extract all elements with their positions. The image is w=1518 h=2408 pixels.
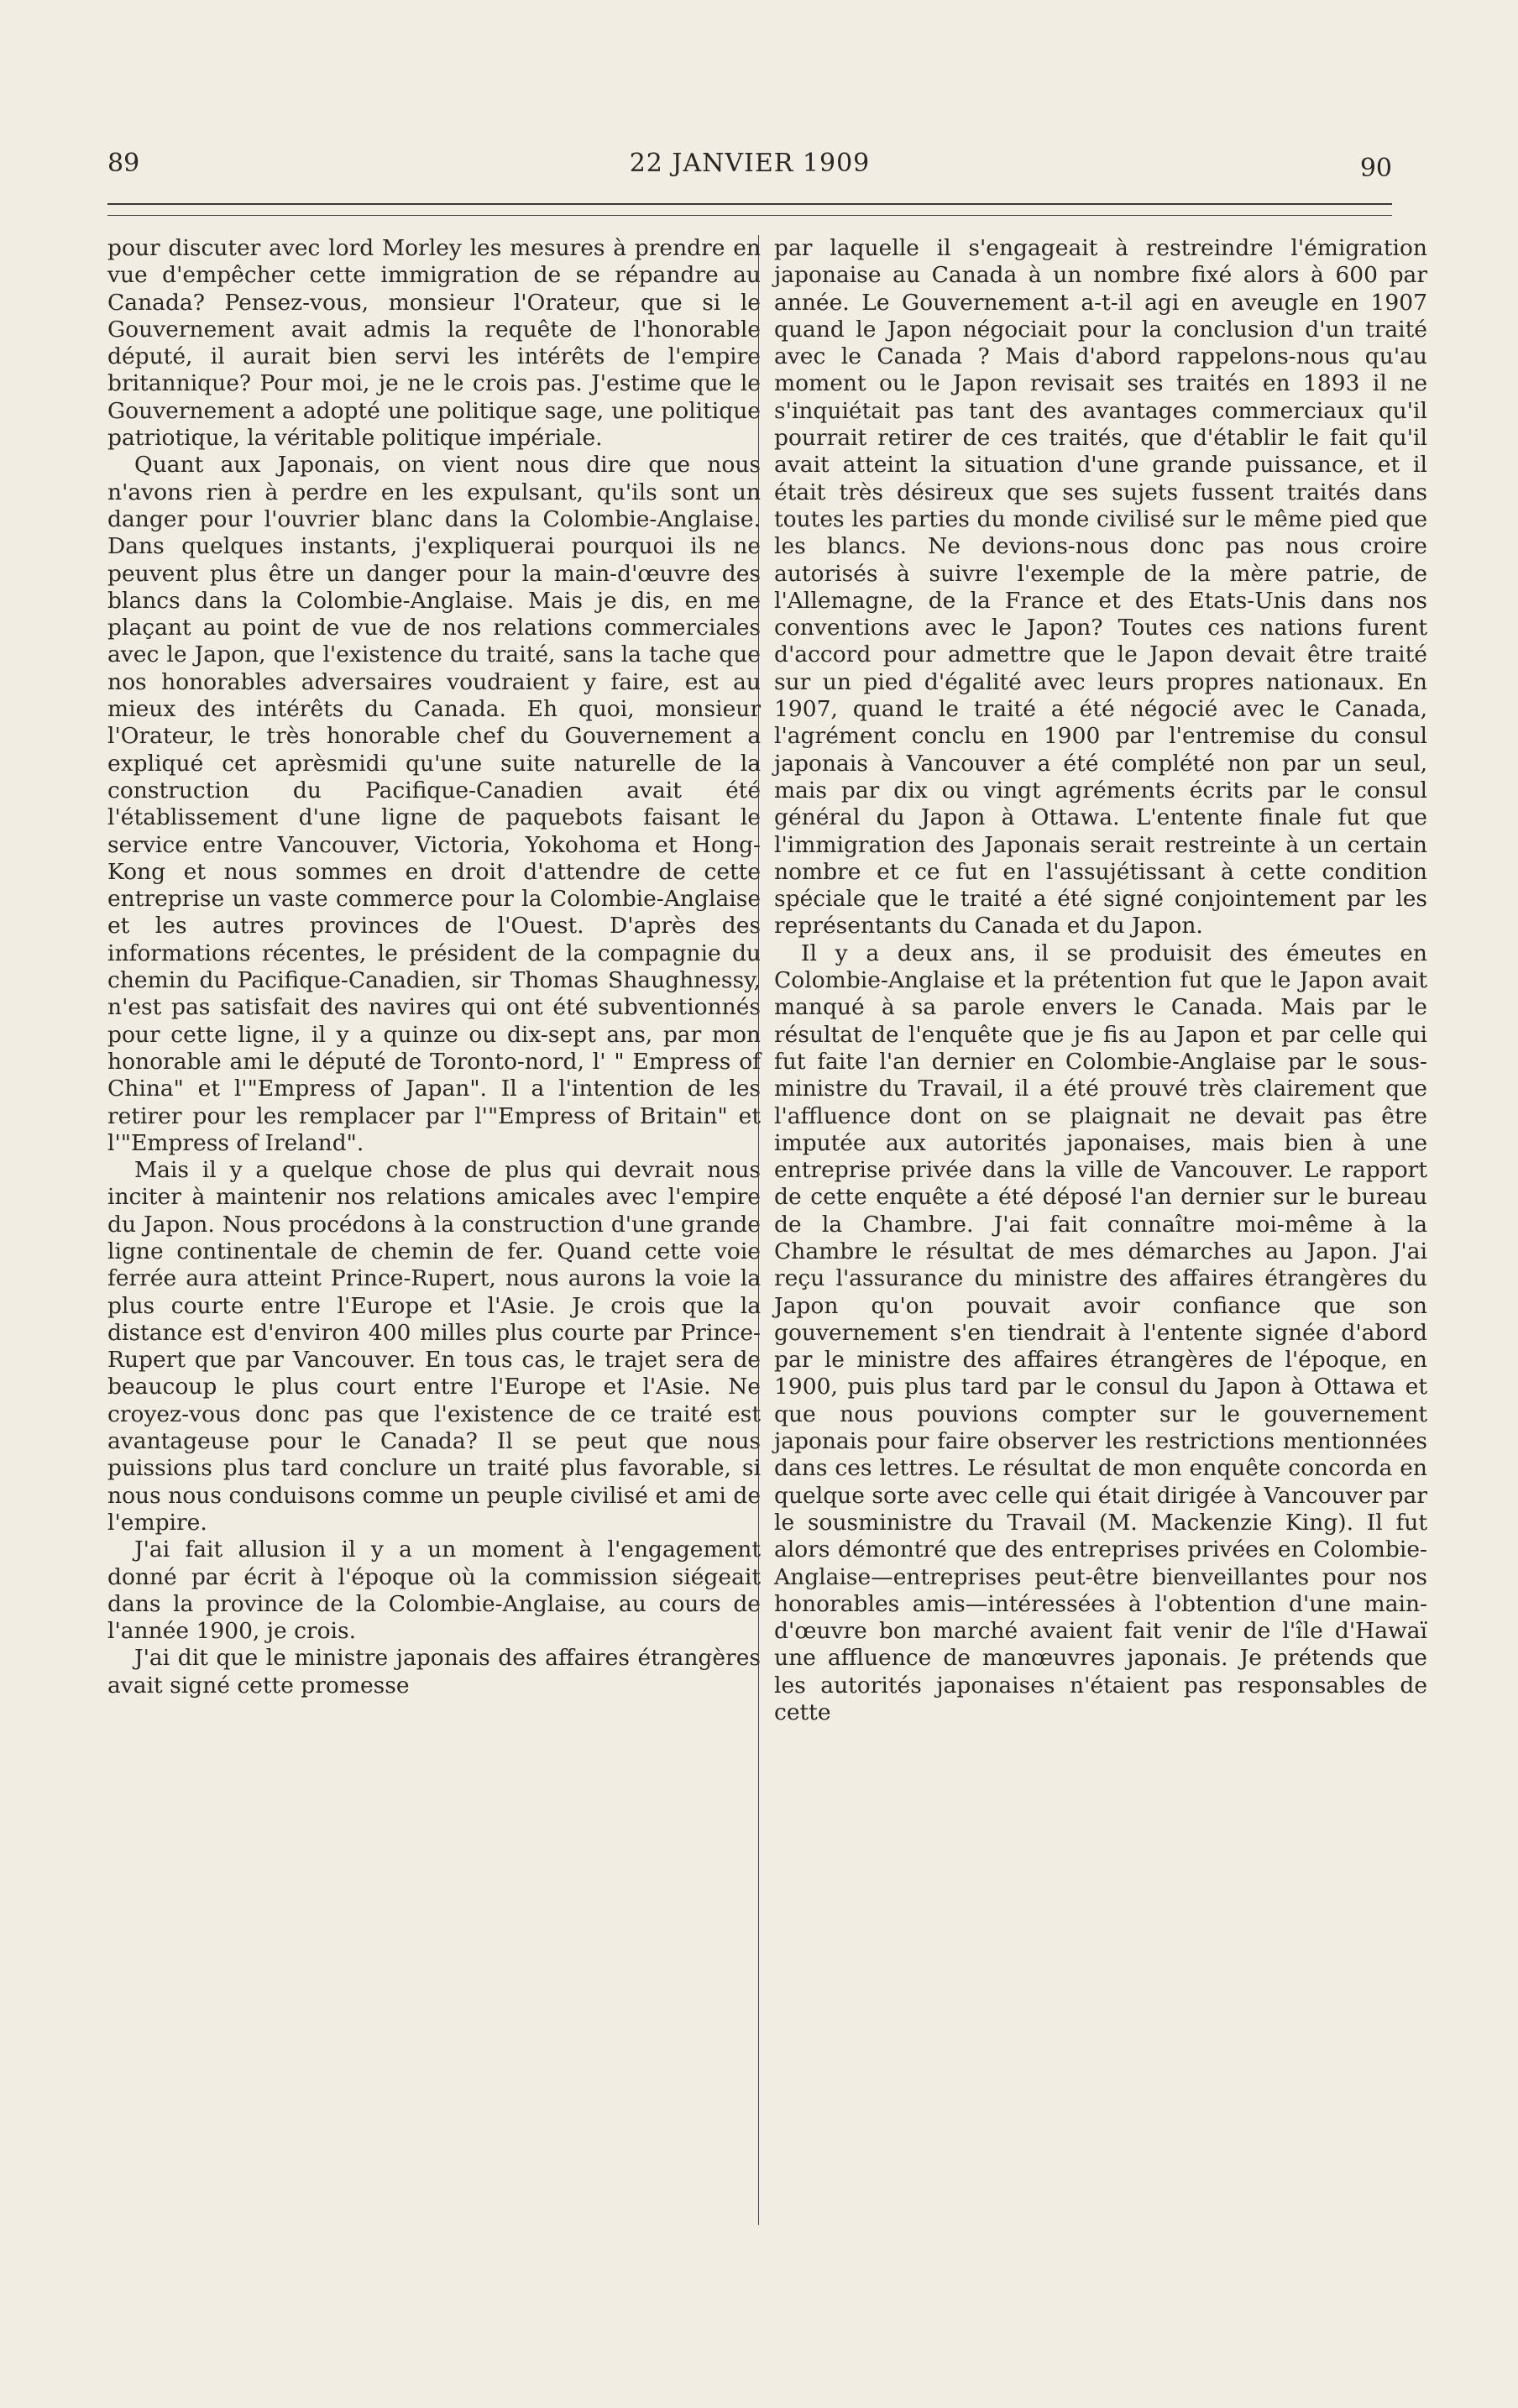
paragraph: Il y a deux ans, il se produisit des émeutes en Colombie-Anglaise et la prétention fut que le Japon avait manqué à sa parole envers le Canada. Mais par le résultat de l'enquête que je fis au Japon et par celle qui fut faite l'an dernier en Colombie-Anglaise par le sous-ministre du Travail, il a été prouvé très clairement que l'affluence dont on se plaignait ne devait pas être imputée aux autorités japonaises, mais bien à une entreprise privée dans la ville de Vancouver. Le rapport de cette enquête a été déposé l'an dernier sur le bureau de la Chambre. J'ai fait connaître moi-même à la Chambre le résultat de mes démarches au Japon. J'ai reçu l'assurance du ministre des affaires étrangères du Japon qu'on pouvait avoir confiance que son gouvernement s'en tiendrait à l'entente signée d'abord par le ministre des affaires étrangères de l'époque, en 1900, puis plus tard par le consul du Japon à Ottawa et que nous pouvions compter sur le gouvernement japonais pour faire observer les restrictions mentionnées dans ces lettres. Le résultat de mon enquête concorda en quelque sorte avec celle qui était dirigée à Vancouver par le sousministre du Travail (M. Mackenzie King). Il fut alors démontré que des entreprises privées en Colombie-Anglaise—entreprises peut-être bienveillantes pour nos honorables amis—intéressées à l'obtention d'une main-d'œuvre bon marché avaient fait venir de l'île d'Hawaï une affluence de manœuvres japonais. Je prétends que les autorités japonaises n'étaient pas responsables de cette <box>774 940 1427 1726</box>
left-column <box>107 235 761 1699</box>
page-header <box>107 143 1392 185</box>
paragraph: J'ai dit que le ministre japonais des affaires étrangères avait signé cette promesse <box>107 1645 761 1699</box>
column-divider <box>758 235 759 2225</box>
header-rule-top <box>107 203 1392 205</box>
page-number-right: 90 <box>1359 154 1392 183</box>
paragraph: Mais il y a quelque chose de plus qui devrait nous inciter à maintenir nos relations amicales avec l'empire du Japon. Nous procédons à la construction d'une grande ligne continentale de chemin de fer. Quand cette voie ferrée aura atteint Prince-Rupert, nous aurons la voie la plus courte entre l'Europe et l'Asie. Je crois que la distance est d'environ 400 milles plus courte par Prince-Rupert que par Vancouver. En tous cas, le trajet sera de beaucoup le plus court entre l'Europe et l'Asie. Ne croyez-vous donc pas que l'existence de ce traité est avantageuse pour le Canada? Il se peut que nous puissions plus tard conclure un traité plus favorable, si nous nous conduisons comme un peuple civilisé et ami de l'empire. <box>107 1157 761 1536</box>
paragraph: par laquelle il s'engageait à restreindre l'émigration japonaise au Canada à un nombre fixé alors à 600 par année. Le Gouvernement a-t-il agi en aveugle en 1907 quand le Japon négociait pour la conclusion d'un traité avec le Canada ? Mais d'abord rappelons-nous qu'au moment ou le Japon revisait ses traités en 1893 il ne s'inquiétait pas tant des avantages commerciaux qu'il pourrait retirer de ces traités, que d'établir le fait qu'il avait atteint la situation d'une grande puissance, et il était très désireux que ses sujets fussent traités dans toutes les parties du monde civilisé sur le même pied que les blancs. Ne devions-nous donc pas nous croire autorisés à suivre l'exemple de la mère patrie, de l'Allemagne, de la France et des Etats-Unis dans nos conventions avec le Japon? Toutes ces nations furent d'accord pour admettre que le Japon devait être traité sur un pied d'égalité avec leurs propres nationaux. En 1907, quand le traité a été négocié avec le Canada, l'agrément conclu en 1900 par l'entremise du consul japonais à Vancouver a été complété non par un seul, mais par dix ou vingt agréments écrits par le consul général du Japon à Ottawa. L'entente finale fut que l'immigration des Japonais serait restreinte à un certain nombre et ce fut en l'assujétissant à cette condition spéciale que le traité a été signé conjointement par les représentants du Canada et du Japon. <box>774 235 1427 940</box>
paragraph: J'ai fait allusion il y a un moment à l'engagement donné par écrit à l'époque où la commission siégeait dans la province de la Colombie-Anglaise, au cours de l'année 1900, je crois. <box>107 1536 761 1645</box>
right-column <box>774 235 1427 1726</box>
page-number-left: 89 <box>107 149 140 178</box>
paragraph: Quant aux Japonais, on vient nous dire que nous n'avons rien à perdre en les expulsant, qu'ils sont un danger pour l'ouvrier blanc dans la Colombie-Anglaise. Dans quelques instants, j'expliquerai pourquoi ils ne peuvent plus être un danger pour la main-d'œuvre des blancs dans la Colombie-Anglaise. Mais je dis, en me plaçant au point de vue de nos relations commerciales avec le Japon, que l'existence du traité, sans la tache que nos honorables adversaires voudraient y faire, est au mieux des intérêts du Canada. Eh quoi, monsieur l'Orateur, le très honorable chef du Gouvernement a expliqué cet aprèsmidi qu'une suite naturelle de la construction du Pacifique-Canadien avait été l'établissement d'une ligne de paquebots faisant le service entre Vancouver, Victoria, Yokohoma et Hong-Kong et nous sommes en droit d'attendre de cette entreprise un vaste commerce pour la Colombie-Anglaise et les autres provinces de l'Ouest. D'après des informations récentes, le président de la compagnie du chemin du Pacifique-Canadien, sir Thomas Shaughnessy, n'est pas satisfait des navires qui ont été subventionnés pour cette ligne, il y a quinze ou dix-sept ans, par mon honorable ami le député de Toronto-nord, l' " Empress of China" et l'"Empress of Japan". Il a l'intention de les retirer pour les remplacer par l'"Empress of Britain" et l'"Empress of Ireland". <box>107 452 761 1156</box>
paragraph: pour discuter avec lord Morley les mesures à prendre en vue d'empêcher cette immigration de se répandre au Canada? Pensez-vous, monsieur l'Orateur, que si le Gouvernement avait admis la requête de l'honorable député, il aurait bien servi les intérêts de l'empire britannique? Pour moi, je ne le crois pas. J'estime que le Gouvernement a adopté une politique sage, une politique patriotique, la véritable politique impériale. <box>107 235 761 452</box>
header-date: 22 JANVIER 1909 <box>629 149 871 178</box>
header-rule-bottom <box>107 215 1392 216</box>
